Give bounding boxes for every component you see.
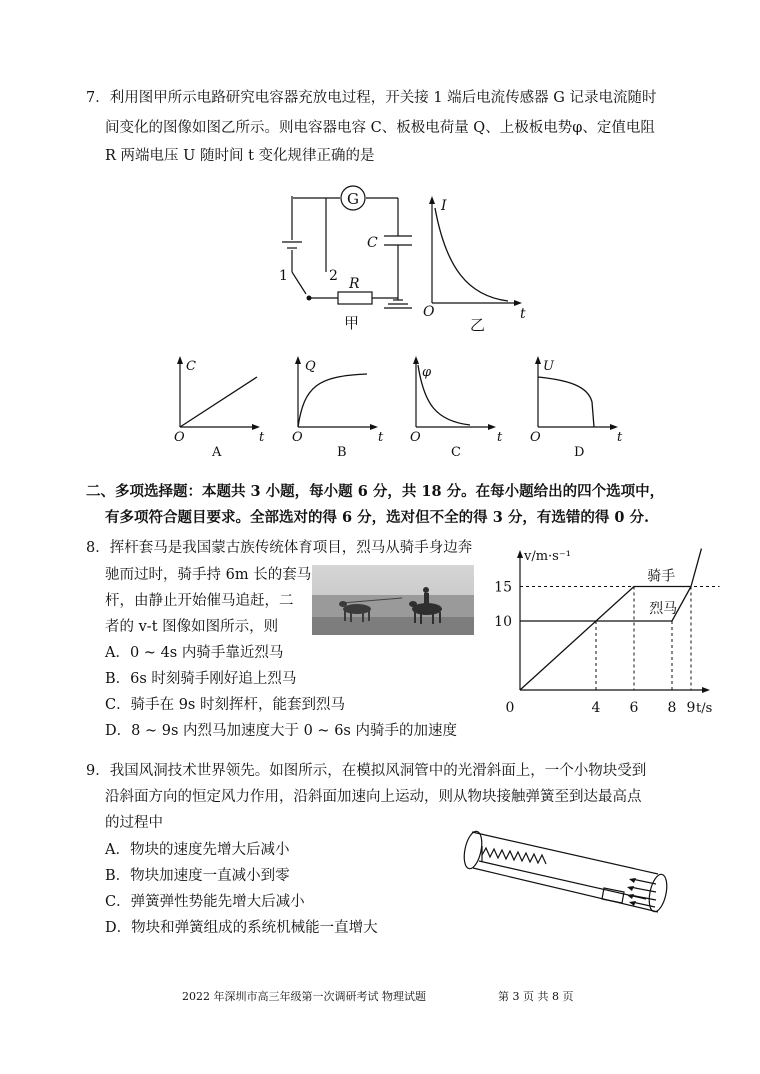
- series-label-rider: 骑手: [647, 568, 676, 585]
- q8-line-2: 驰而过时，骑手持 6m 长的套马: [105, 567, 312, 583]
- option-a-origin: O: [174, 430, 185, 445]
- q7-line-3: R 两端电压 U 随时间 t 变化规律正确的是: [105, 148, 375, 164]
- incline-surface: [479, 861, 646, 899]
- q9-option-b: B．物块加速度一直减小到零: [105, 868, 290, 884]
- y-tick-15: 15: [494, 579, 512, 596]
- section-2-header-line-1: 二、多项选择题：本题共 3 小题，每小题 6 分，共 18 分。在每小题给出的四个选项中，: [86, 483, 665, 500]
- option-a-y-label: C: [186, 359, 196, 374]
- origin-label: O: [423, 304, 435, 320]
- option-a-label: A: [212, 445, 222, 460]
- switch-terminal-1: 1: [279, 268, 288, 284]
- q9-option-a: A．物块的速度先增大后减小: [105, 842, 290, 858]
- spring: [482, 848, 546, 864]
- option-d-y-label: U: [543, 359, 554, 374]
- q8-option-a: A．0 ~ 4s 内骑手靠近烈马: [105, 645, 284, 661]
- option-c-t: t: [497, 430, 503, 445]
- q9-line-3: 的过程中: [105, 815, 163, 831]
- q9-line-2: 沿斜面方向的恒定风力作用，沿斜面加速向上运动，则从物块接触弹簧至到达最高点: [105, 789, 642, 805]
- q8-line-4: 者的 v-t 图像如图所示，则: [105, 619, 279, 635]
- option-b-t: t: [378, 430, 384, 445]
- q9-option-d: D．物块和弹簧组成的系统机械能一直增大: [105, 920, 378, 936]
- figure-jia-caption: 甲: [344, 314, 360, 332]
- x-tick-8: 8: [667, 700, 677, 716]
- option-b-y-label: Q: [305, 359, 316, 374]
- q8-line-3: 杆，由静止开始催马追赶，二: [105, 593, 294, 609]
- option-c-y-label: φ: [422, 365, 432, 380]
- q8-line-1: 8．挥杆套马是我国蒙古族传统体育项目，烈马从骑手身边奔: [86, 540, 473, 556]
- current-axis-label: I: [441, 198, 447, 214]
- q7-line-2: 间变化的图像如图乙所示。则电容器电容 C、板极电荷量 Q、上极板电势φ、定值电阻: [105, 120, 655, 136]
- x-tick-9: 9: [686, 700, 696, 716]
- q8-option-d: D．8 ~ 9s 内烈马加速度大于 0 ~ 6s 内骑手的加速度: [105, 723, 457, 739]
- time-axis-label: t: [520, 306, 526, 322]
- section-2-header-line-2: 有多项符合题目要求。全部选对的得 6 分，选对但不全的得 3 分，有选错的得 0 分.: [105, 509, 650, 526]
- x-tick-6: 6: [629, 700, 639, 716]
- q8-option-b: B．6s 时刻骑手刚好追上烈马: [105, 671, 297, 687]
- option-b-label: B: [337, 445, 347, 460]
- galvanometer-label: G: [347, 190, 359, 208]
- footer-page-number: 第 3 页 共 8 页: [498, 990, 574, 1003]
- option-d-t: t: [617, 430, 623, 445]
- x-tick-0: 0: [505, 700, 515, 716]
- option-d-origin: O: [530, 430, 541, 445]
- q9-option-c: C．弹簧弹性势能先增大后减小: [105, 894, 305, 910]
- t-axis-label: t/s: [696, 701, 713, 716]
- switch-terminal-2: 2: [329, 268, 338, 284]
- q9-line-1: 9．我国风洞技术世界领先。如图所示，在模拟风洞管中的光滑斜面上，一个小物块受到: [86, 763, 647, 779]
- x-tick-4: 4: [591, 700, 601, 716]
- figure-yi-caption: 乙: [470, 316, 486, 334]
- option-a-t: t: [259, 430, 265, 445]
- option-b-origin: O: [292, 430, 303, 445]
- v-axis-label: v/m·s⁻¹: [524, 549, 571, 564]
- option-d-label: D: [574, 445, 585, 460]
- q7-line-1: 7．利用图甲所示电路研究电容器充放电过程，开关接 1 端后电流传感器 G 记录电流随时: [86, 90, 657, 106]
- option-c-origin: O: [410, 430, 421, 445]
- q8-option-c: C．骑手在 9s 时刻挥杆，能套到烈马: [105, 697, 345, 713]
- capacitor-label: C: [367, 235, 378, 251]
- footer-exam-title: 2022 年深圳市高三年级第一次调研考试 物理试题: [182, 990, 426, 1003]
- series-label-horse: 烈马: [649, 601, 678, 617]
- resistor-label: R: [349, 276, 360, 292]
- y-tick-10: 10: [494, 614, 512, 630]
- option-c-label: C: [451, 445, 461, 460]
